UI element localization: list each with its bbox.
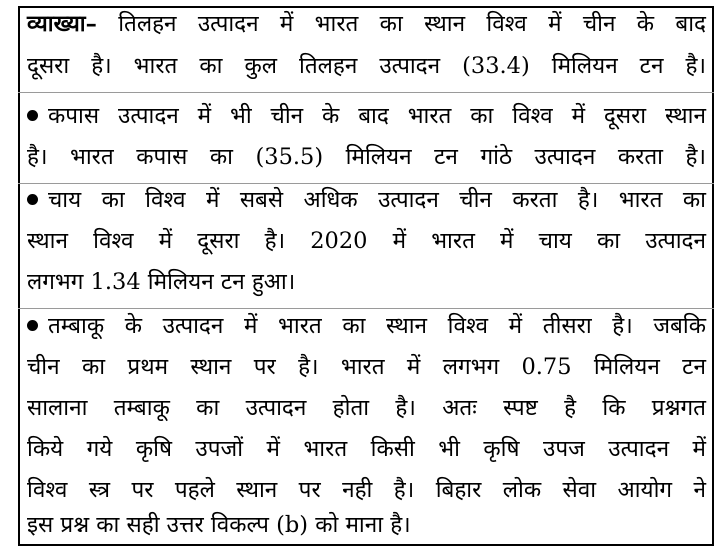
bullet-icon (27, 194, 38, 205)
explanation-label: व्याख्या– (27, 11, 97, 37)
text-line-6 (18, 221, 714, 263)
line-2-text: दूसरा है। भारत का कुल तिलहन उत्पादन (33.4) मिलियन टन है। (27, 53, 706, 79)
text-line-3 (18, 96, 714, 138)
line-12-text: विश्व स्त्र पर पहले स्थान पर नही है। बिहार लोक सेवा आयोग ने (27, 477, 706, 503)
line-13-text: इस प्रश्न का सही उत्तर विकल्प (b) को माना है। (27, 512, 411, 538)
text-line-10 (18, 388, 714, 430)
text-line-5 (18, 180, 714, 222)
line-8-text: तम्बाकू के उत्पादन में भारत का स्थान विश्व में तीसरा है। जबकि (48, 313, 706, 339)
text-line-2 (18, 46, 714, 88)
text-line-7 (18, 262, 714, 304)
text-line-13 (18, 505, 714, 547)
bullet-icon (27, 320, 38, 331)
line-6-text: स्थान विश्व में दूसरा है। 2020 में भारत में चाय का उत्पादन (27, 228, 706, 254)
line-1-text: तिलहन उत्पादन में भारत का स्थान विश्व में चीन के बाद (118, 11, 706, 37)
line-5-text: चाय का विश्व में सबसे अधिक उत्पादन चीन करता है। भारत का (48, 187, 706, 213)
text-line-4 (18, 137, 714, 179)
bullet-icon (27, 110, 38, 121)
line-4-text: है। भारत कपास का (35.5) मिलियन टन गांठे उत्पादन करता है। (27, 144, 706, 170)
line-9-text: चीन का प्रथम स्थान पर है। भारत में लगभग 0.75 मिलियन टन (27, 354, 706, 380)
line-10-text: सालाना तम्बाकू का उत्पादन होता है। अतः स्पष्ट है कि प्रश्नगत (27, 395, 706, 421)
text-line-9 (18, 347, 714, 389)
line-11-text: किये गये कृषि उपजों में भारत किसी भी कृषि उपज उत्पादन में (27, 436, 706, 462)
paragraph-divider (18, 92, 714, 93)
text-line-11 (18, 429, 714, 471)
text-line-1 (18, 4, 714, 46)
line-3-text: कपास उत्पादन में भी चीन के बाद भारत का विश्व में दूसरा स्थान (48, 103, 706, 129)
line-7-text: लगभग 1.34 मिलियन टन हुआ। (27, 269, 296, 295)
text-line-8 (18, 306, 714, 348)
